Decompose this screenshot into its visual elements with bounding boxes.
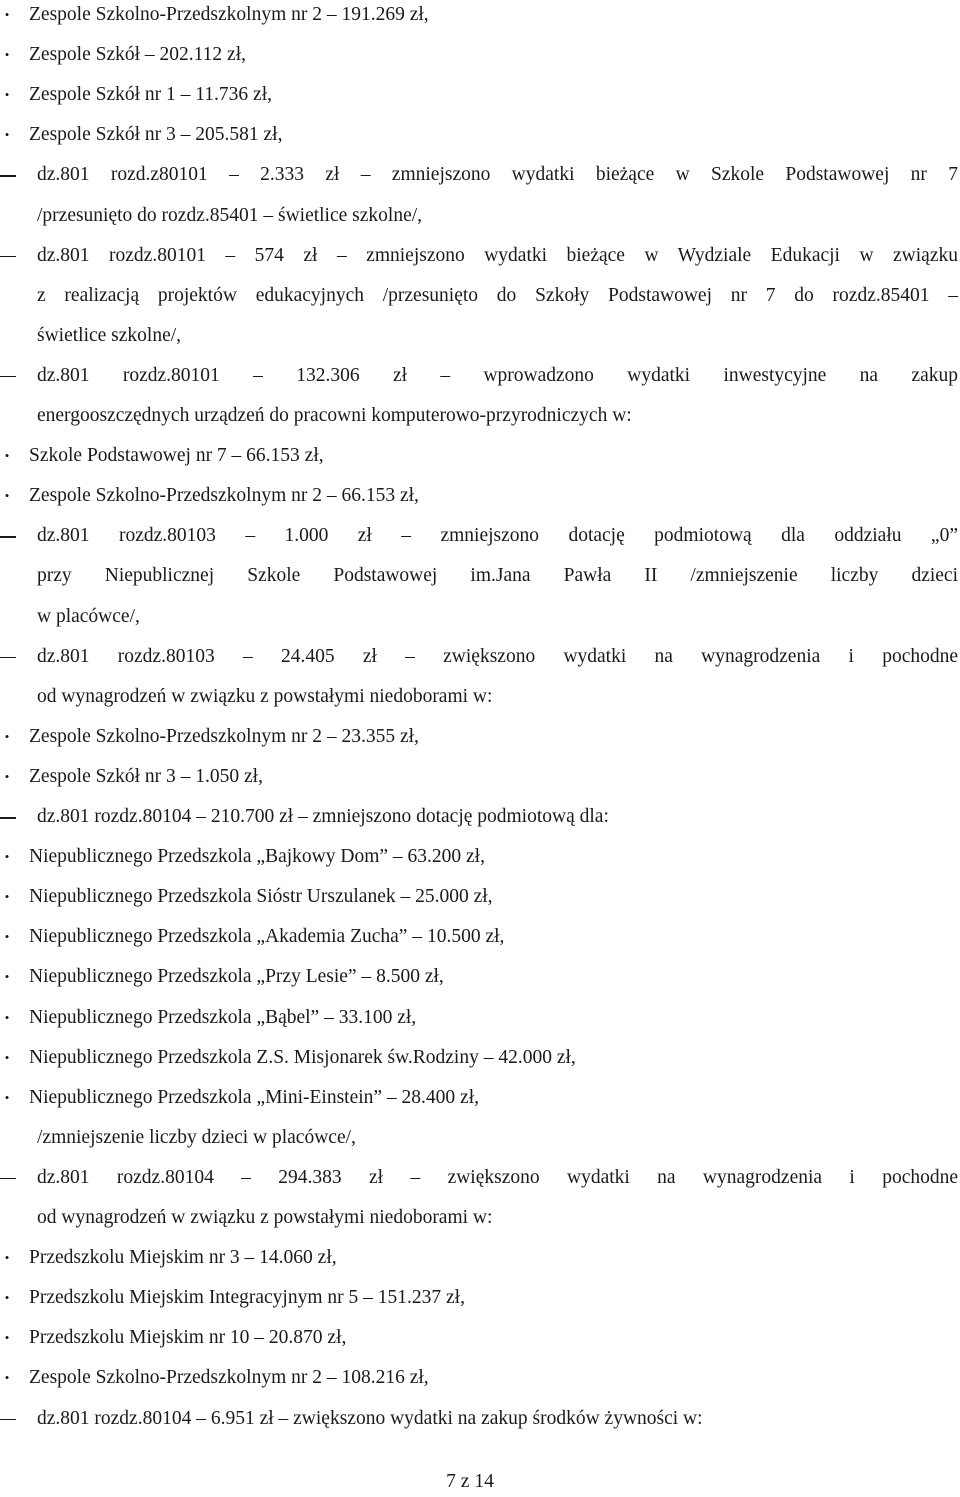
continuation-line	[0, 401, 960, 431]
list-item-text: Zespole Szkolno-Przedszkolnym nr 2 – 108.216 zł,	[29, 1367, 429, 1389]
continuation-line	[0, 201, 960, 231]
paragraph-text: /przesunięto do rozdz.85401 – świetlice szkolne/,	[37, 204, 423, 226]
list-item-text: Zespole Szkolno-Przedszkolnym nr 2 – 191.269 zł,	[29, 4, 429, 25]
list-item-text: dz.801 rozdz.80103 – 1.000 zł – zmniejszono dotację podmiotową dla oddziału „0”	[37, 525, 958, 547]
paragraph-text: od wynagrodzeń w związku z powstałymi niedoborami w:	[37, 685, 493, 707]
bullet-list-item	[0, 1323, 960, 1353]
bullet-list-item	[0, 1243, 960, 1273]
list-item-text: Szkole Podstawowej nr 7 – 66.153 zł,	[29, 445, 324, 467]
paragraph-text: przy Niepublicznej Szkole Podstawowej im.Jana Pawła II /zmniejszenie liczby dzieci	[37, 565, 958, 587]
bullet-icon: •	[4, 1089, 10, 1105]
list-item-text: Zespole Szkół – 202.112 zł,	[29, 44, 246, 66]
bullet-list-item	[0, 441, 960, 471]
list-item-text: Niepublicznego Przedszkola Sióstr Urszulanek – 25.000 zł,	[29, 886, 493, 908]
list-item-text: dz.801 rozdz.80104 – 294.383 zł – zwiększono wydatki na wynagrodzenia i pochodne	[37, 1166, 958, 1188]
dash-icon	[0, 1419, 16, 1421]
dash-list-item	[0, 521, 960, 551]
list-item-text: dz.801 rozdz.80101 – 574 zł – zmniejszono wydatki bieżące w Wydziale Edukacji w związku	[37, 244, 958, 266]
bullet-icon: •	[4, 1250, 10, 1266]
list-item-text: Niepublicznego Przedszkola „Bąbel” – 33.100 zł,	[29, 1006, 417, 1028]
bullet-icon: •	[4, 127, 10, 143]
bullet-icon: •	[4, 1290, 10, 1306]
paragraph-text: z realizacją projektów edukacyjnych /przesunięto do Szkoły Podstawowej nr 7 do rozdz.85401 –	[37, 284, 958, 306]
list-item-text: dz.801 rozdz.80104 – 210.700 zł – zmniejszono dotację podmiotową dla:	[37, 806, 609, 827]
list-item-text: Zespole Szkół nr 1 – 11.736 zł,	[29, 84, 272, 106]
dash-list-item	[0, 361, 960, 391]
bullet-list-item	[0, 40, 960, 70]
dash-icon	[0, 657, 16, 659]
bullet-list-item	[0, 922, 960, 952]
continuation-line	[0, 602, 960, 632]
list-item-text: Zespole Szkół nr 3 – 1.050 zł,	[29, 765, 263, 787]
bullet-list-item	[0, 962, 960, 992]
dash-list-item	[0, 642, 960, 672]
dash-list-item	[0, 160, 960, 190]
continuation-line	[0, 321, 960, 351]
bullet-list-item	[0, 120, 960, 150]
bullet-icon: •	[4, 1049, 10, 1065]
page-number: 7 z 14	[446, 1471, 494, 1492]
paragraph-text: w placówce/,	[37, 605, 140, 627]
list-item-text: Przedszkolu Miejskim nr 10 – 20.870 zł,	[29, 1327, 347, 1349]
list-item-text: Niepublicznego Przedszkola „Mini-Einstein” – 28.400 zł,	[29, 1086, 480, 1108]
continuation-line	[0, 1203, 960, 1233]
list-item-text: Niepublicznego Przedszkola „Bajkowy Dom” – 63.200 zł,	[29, 846, 485, 868]
dash-list-item	[0, 241, 960, 271]
list-item-text: Niepublicznego Przedszkola „Akademia Zucha” – 10.500 zł,	[29, 926, 505, 948]
bullet-icon: •	[4, 87, 10, 103]
bullet-list-item	[0, 1083, 960, 1113]
dash-icon	[0, 256, 16, 258]
bullet-list-item	[0, 1043, 960, 1073]
paragraph-text: energooszczędnych urządzeń do pracowni komputerowo-przyrodniczych w:	[37, 405, 632, 426]
bullet-list-item	[0, 481, 960, 511]
bullet-icon: •	[4, 889, 10, 905]
bullet-list-item	[0, 1283, 960, 1313]
continuation-line	[0, 1123, 960, 1153]
bullet-list-item	[0, 762, 960, 792]
list-item-text: dz.801 rozdz.80101 – 132.306 zł – wprowadzono wydatki inwestycyjne na zakup	[37, 364, 958, 386]
bullet-icon: •	[4, 768, 10, 784]
list-item-text: dz.801 rozd.z80101 – 2.333 zł – zmniejszono wydatki bieżące w Szkole Podstawowej nr 7	[37, 164, 958, 186]
continuation-line	[0, 281, 960, 311]
dash-list-item	[0, 1404, 960, 1434]
bullet-list-item	[0, 1003, 960, 1033]
list-item-text: Niepublicznego Przedszkola „Przy Lesie” – 8.500 zł,	[29, 966, 444, 988]
list-item-text: Zespole Szkół nr 3 – 205.581 zł,	[29, 124, 283, 146]
bullet-list-item	[0, 882, 960, 912]
bullet-icon: •	[4, 47, 10, 63]
paragraph-text: świetlice szkolne/,	[37, 324, 182, 346]
bullet-icon: •	[4, 1009, 10, 1025]
bullet-list-item	[0, 1363, 960, 1393]
paragraph-text: od wynagrodzeń w związku z powstałymi niedoborami w:	[37, 1207, 493, 1228]
list-item-text: dz.801 rozdz.80104 – 6.951 zł – zwiększono wydatki na zakup środków żywności w:	[37, 1407, 703, 1429]
continuation-line	[0, 682, 960, 712]
bullet-list-item	[0, 0, 960, 30]
bullet-list-item	[0, 842, 960, 872]
list-item-text: Przedszkolu Miejskim nr 3 – 14.060 zł,	[29, 1247, 337, 1269]
list-item-text: Przedszkolu Miejskim Integracyjnym nr 5 – 151.237 zł,	[29, 1287, 465, 1309]
dash-icon	[0, 536, 16, 538]
list-item-text: Zespole Szkolno-Przedszkolnym nr 2 – 23.355 zł,	[29, 725, 419, 747]
dash-icon	[0, 817, 16, 819]
bullet-icon: •	[4, 969, 10, 985]
dash-icon	[0, 376, 16, 378]
dash-icon	[0, 175, 16, 177]
bullet-icon: •	[4, 1330, 10, 1346]
paragraph-text: /zmniejszenie liczby dzieci w placówce/,	[37, 1126, 356, 1148]
bullet-list-item	[0, 722, 960, 752]
bullet-icon: •	[4, 448, 10, 464]
bullet-list-item	[0, 80, 960, 110]
dash-list-item	[0, 1163, 960, 1193]
list-item-text: Zespole Szkolno-Przedszkolnym nr 2 – 66.153 zł,	[29, 485, 419, 507]
list-item-text: Niepublicznego Przedszkola Z.S. Misjonarek św.Rodziny – 42.000 zł,	[29, 1046, 576, 1068]
bullet-icon: •	[4, 488, 10, 504]
bullet-icon: •	[4, 849, 10, 865]
dash-list-item	[0, 802, 960, 832]
bullet-icon: •	[4, 7, 10, 22]
bullet-icon: •	[4, 1370, 10, 1386]
dash-icon	[0, 1178, 16, 1180]
bullet-icon: •	[4, 728, 10, 744]
continuation-line	[0, 561, 960, 591]
bullet-icon: •	[4, 929, 10, 945]
list-item-text: dz.801 rozdz.80103 – 24.405 zł – zwiększono wydatki na wynagrodzenia i pochodne	[37, 645, 958, 667]
